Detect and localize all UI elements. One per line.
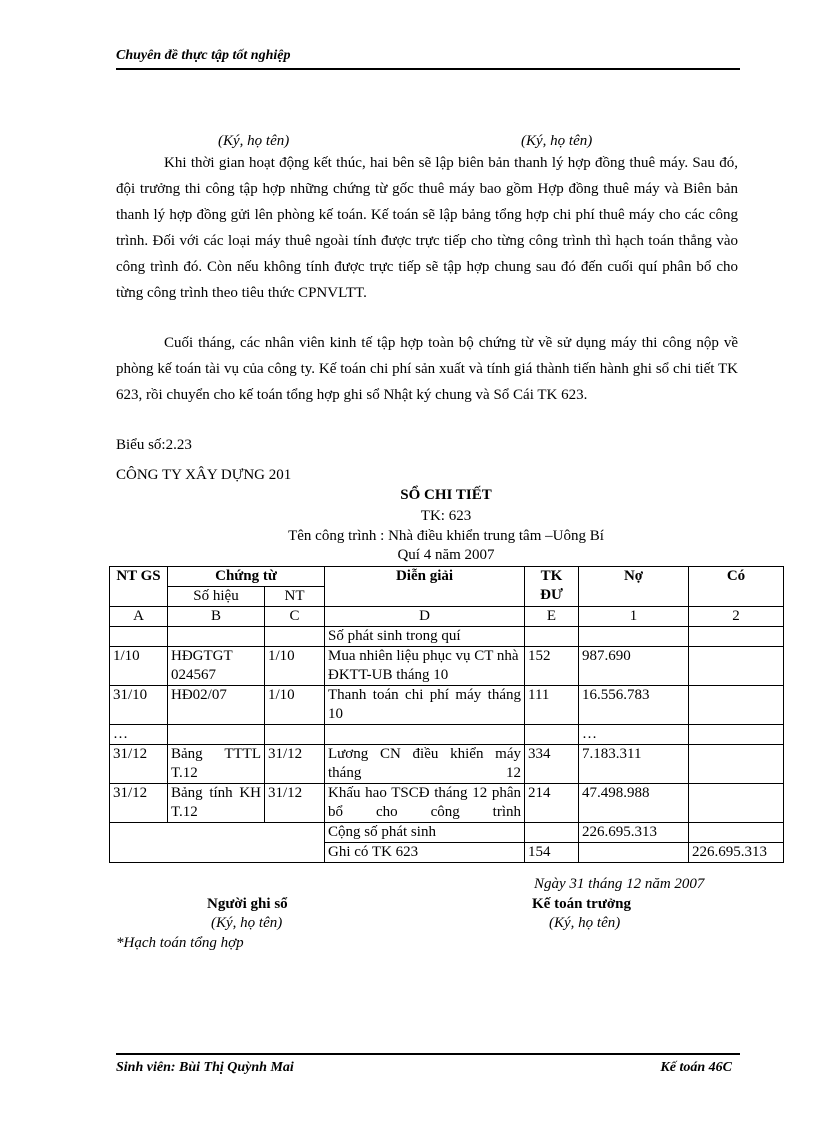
cell-voucher-no — [168, 725, 265, 745]
header-row — [110, 567, 784, 587]
cell-credit — [689, 686, 784, 725]
cell-ntgs — [110, 627, 168, 647]
top-signature-right: (Ký, họ tên) — [521, 133, 593, 149]
cell-voucher-no: Bảng tính KH T.12 — [168, 784, 265, 823]
table-row — [110, 745, 784, 784]
cell-ntgs: … — [110, 725, 168, 745]
date-line: Ngày 31 tháng 12 năm 2007 — [534, 876, 705, 892]
cell-credit — [689, 627, 784, 647]
signature-left-note: (Ký, họ tên) — [211, 915, 283, 931]
total-credit — [689, 823, 784, 843]
code-cell: E — [525, 607, 579, 627]
code-cell: A — [110, 607, 168, 627]
cell-debit: 16.556.783 — [579, 686, 689, 725]
cell-voucher-no: HĐ02/07 — [168, 686, 265, 725]
code-cell: 2 — [689, 607, 784, 627]
paragraph-2: Cuối tháng, các nhân viên kinh tế tập hợp toàn bộ chứng từ về sử dụng máy thi công nộp về phòng kế toán tài vụ của công ty. Kế toán chi phí sản xuất và tính giá thành tiến hành ghi sổ chi tiết TK 623, rồi chuyển cho kế toán tổng hợp ghi sổ Nhật ký chung và Sổ Cái TK 623. — [116, 335, 738, 403]
page-footer — [116, 1053, 740, 1077]
footer-student: Sinh viên: Bùi Thị Quỳnh Mai — [116, 1060, 294, 1075]
signature-left-title: Người ghi sổ — [207, 896, 288, 912]
cell-description: Lương CN điều khiển máy tháng 12 — [325, 745, 525, 784]
code-cell: D — [325, 607, 525, 627]
header-credit: Có — [689, 567, 784, 607]
cell-debit: 987.690 — [579, 647, 689, 686]
header-contra-account: TK ĐƯ — [525, 567, 579, 607]
table-row — [110, 686, 784, 725]
cell-contra-account: 334 — [525, 745, 579, 784]
ledger-period: Quí 4 năm 2007 — [397, 547, 495, 563]
cell-voucher-date: 1/10 — [265, 647, 325, 686]
credit-row-account: 154 — [525, 843, 579, 863]
ledger-account: TK: 623 — [420, 508, 472, 524]
footer-class: Kế toán 46C — [660, 1060, 732, 1075]
cell-voucher-date: 31/12 — [265, 784, 325, 823]
cell-debit — [579, 627, 689, 647]
code-cell: B — [168, 607, 265, 627]
total-description: Cộng số phát sinh — [325, 823, 525, 843]
column-codes-row — [110, 607, 784, 627]
cell-debit: … — [579, 725, 689, 745]
page-header — [116, 48, 740, 70]
top-signature-left: (Ký, họ tên) — [218, 133, 290, 149]
cell-voucher-date: 1/10 — [265, 686, 325, 725]
cell-description: Mua nhiên liệu phục vụ CT nhà ĐKTT-UB tháng 10 — [325, 647, 525, 686]
header-voucher-no: Số hiệu — [168, 587, 265, 607]
cell-description: Thanh toán chi phí máy tháng 10 — [325, 686, 525, 725]
total-debit: 226.695.313 — [579, 823, 689, 843]
cell-credit — [689, 784, 784, 823]
table-row — [110, 627, 784, 647]
cell-contra-account — [525, 725, 579, 745]
cell-voucher-date — [265, 725, 325, 745]
header-description: Diễn giải — [325, 567, 525, 607]
cell-ntgs: 31/12 — [110, 745, 168, 784]
header-ntgs: NT GS — [110, 567, 168, 607]
table-row — [110, 647, 784, 686]
table-row — [110, 784, 784, 823]
cell-credit — [689, 745, 784, 784]
cell-contra-account — [525, 627, 579, 647]
cell-description — [325, 725, 525, 745]
ledger-title: SỔ CHI TIẾT — [400, 487, 492, 503]
cell-contra-account: 214 — [525, 784, 579, 823]
header-voucher-date: NT — [265, 587, 325, 607]
company-name: CÔNG TY XÂY DỰNG 201 — [116, 467, 292, 483]
header-debit: Nợ — [579, 567, 689, 607]
credit-row-description: Ghi có TK 623 — [325, 843, 525, 863]
section-note: *Hạch toán tổng hợp — [116, 935, 244, 951]
cell-ntgs: 31/10 — [110, 686, 168, 725]
code-cell: C — [265, 607, 325, 627]
cell-debit: 7.183.311 — [579, 745, 689, 784]
cell-ntgs: 31/12 — [110, 784, 168, 823]
header-title: Chuyên đề thực tập tốt nghiệp — [116, 48, 291, 63]
cell-voucher-date: 31/12 — [265, 745, 325, 784]
total-contra-account — [525, 823, 579, 843]
signature-right-note: (Ký, họ tên) — [549, 915, 621, 931]
ledger-project: Tên công trình : Nhà điều khiển trung tâm –Uông Bí — [288, 528, 604, 544]
cell-credit — [689, 647, 784, 686]
cell-description: Khấu hao TSCĐ tháng 12 phân bổ cho công trình — [325, 784, 525, 823]
code-cell: 1 — [579, 607, 689, 627]
cell-credit — [689, 725, 784, 745]
cell-voucher-date — [265, 627, 325, 647]
cell-contra-account: 152 — [525, 647, 579, 686]
paragraph-1: Khi thời gian hoạt động kết thúc, hai bên sẽ lập biên bản thanh lý hợp đồng thuê máy. Sau đó, đội trưởng thi công tập hợp những chứng từ gốc thuê máy bao gồm Hợp đồng thuê máy và Biên bản thanh lý hợp đồng gửi lên phòng kế toán. Kế toán sẽ lập bảng tổng hợp chi phí thuê máy cho các công trình. Đối với các loại máy thuê ngoài tính được trực tiếp cho từng công trình thì hạch toán thẳng vào công trình đó. Còn nếu không tính được trực tiếp sẽ tập hợp chung sau đó đến cuối quí phân bổ cho từng công trình theo tiêu thức CPNVLTT. — [116, 155, 738, 301]
credit-row-credit: 226.695.313 — [689, 843, 784, 863]
credit-row-debit — [579, 843, 689, 863]
ledger-table — [109, 566, 784, 863]
cell-description: Số phát sinh trong quí — [325, 627, 525, 647]
cell-debit: 47.498.988 — [579, 784, 689, 823]
cell-ntgs: 1/10 — [110, 647, 168, 686]
cell-contra-account: 111 — [525, 686, 579, 725]
cell-voucher-no: Bảng TTTL T.12 — [168, 745, 265, 784]
signature-right-title: Kế toán trưởng — [532, 896, 631, 912]
cell-voucher-no — [168, 627, 265, 647]
form-number: Biểu số:2.23 — [116, 437, 192, 453]
total-row — [110, 823, 784, 843]
cell-voucher-no: HĐGTGT 024567 — [168, 647, 265, 686]
table-row — [110, 725, 784, 745]
header-voucher: Chứng từ — [168, 567, 325, 587]
total-blank-cell — [110, 823, 325, 863]
